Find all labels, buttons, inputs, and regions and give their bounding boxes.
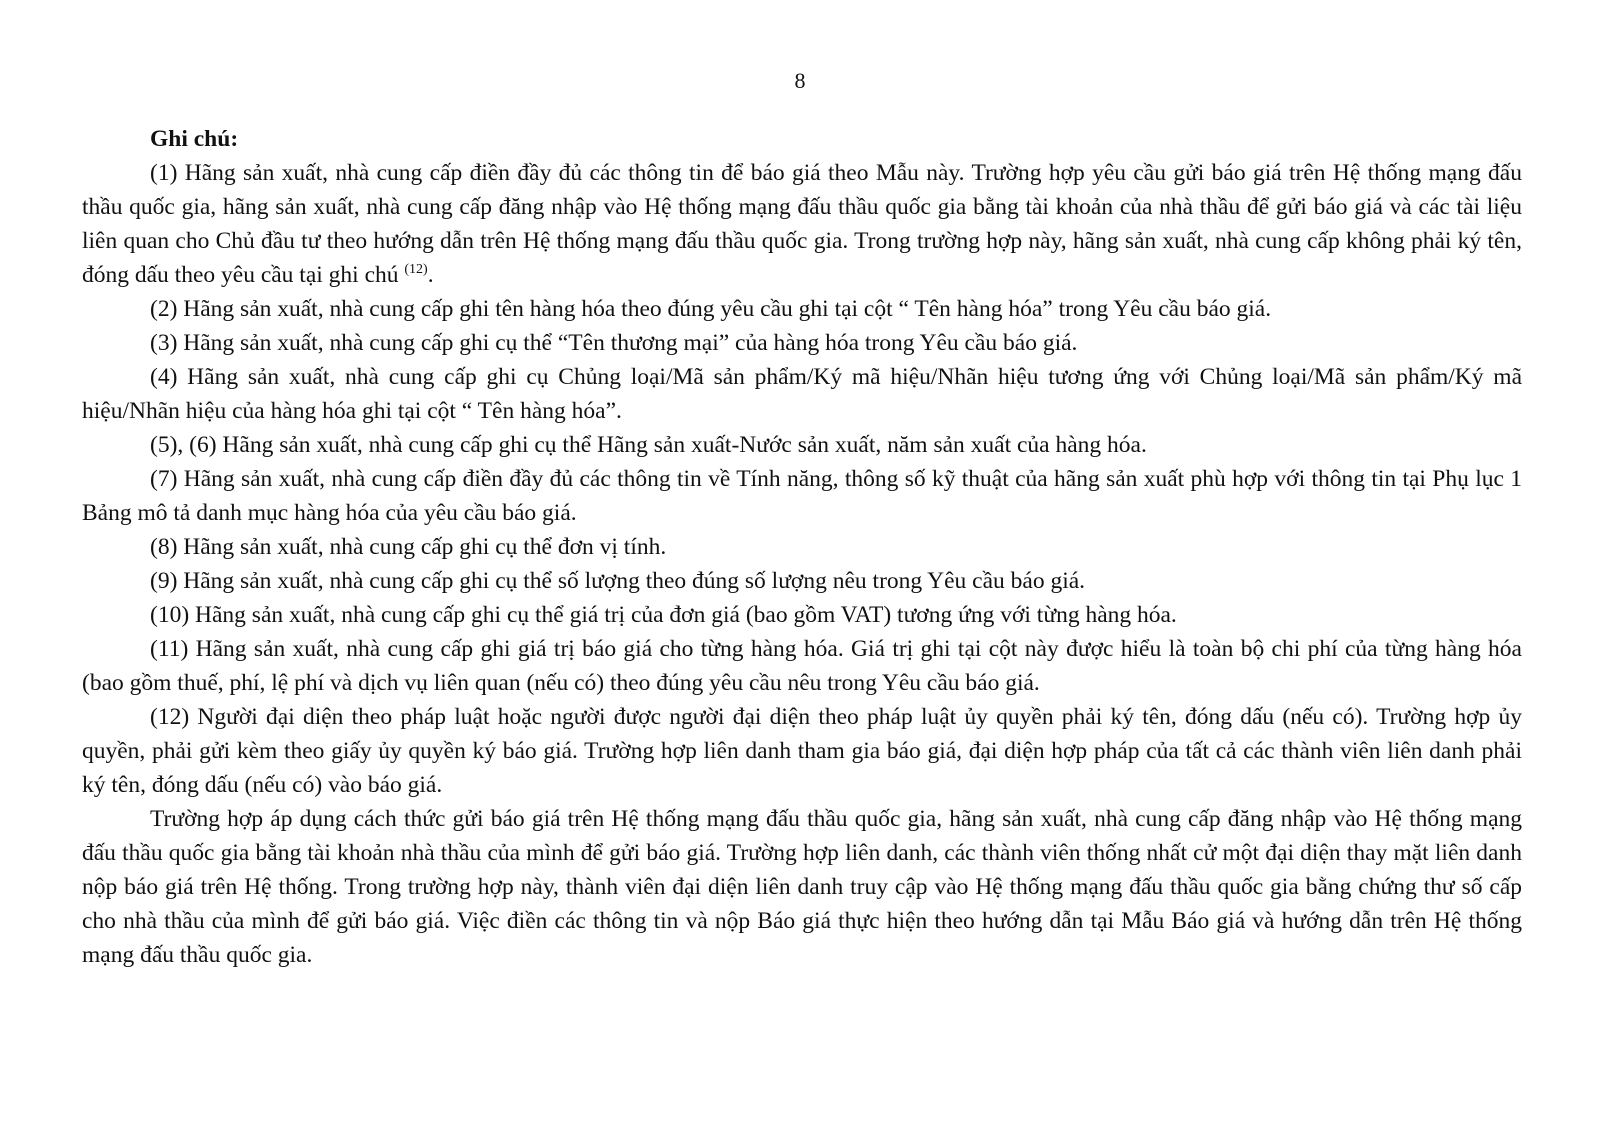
note-1-superscript: (12) xyxy=(404,262,428,278)
note-4: (4) Hãng sản xuất, nhà cung cấp ghi cụ Chủng loại/Mã sản phẩm/Ký mã hiệu/Nhãn hiệu tương ứng với Chủng loại/Mã sản phẩm/Ký mã hiệu/Nhãn hiệu của hàng hóa ghi tại cột “ Tên hàng hóa”. xyxy=(82,364,1522,424)
document-body xyxy=(82,122,1522,972)
note-10: (10) Hãng sản xuất, nhà cung cấp ghi cụ thể giá trị của đơn giá (bao gồm VAT) tương ứng với từng hàng hóa. xyxy=(150,602,1177,628)
note-1-tail: . xyxy=(427,262,434,288)
note-12: (12) Người đại diện theo pháp luật hoặc người được người đại diện theo pháp luật ủy quyền phải ký tên, đóng dấu (nếu có). Trường hợp ủy quyền, phải gửi kèm theo giấy ủy quyền ký báo giá. Trường hợp liên danh tham gia báo giá, đại diện hợp pháp của tất cả các thành viên liên danh phải ký tên, đóng dấu (nếu có) vào báo giá. xyxy=(82,704,1522,798)
note-2: (2) Hãng sản xuất, nhà cung cấp ghi tên hàng hóa theo đúng yêu cầu ghi tại cột “ Tên hàng hóa” trong Yêu cầu báo giá. xyxy=(150,296,1272,322)
note-5-6: (5), (6) Hãng sản xuất, nhà cung cấp ghi cụ thể Hãng sản xuất-Nước sản xuất, năm sản xuất của hàng hóa. xyxy=(150,432,1147,458)
note-9: (9) Hãng sản xuất, nhà cung cấp ghi cụ thể số lượng theo đúng số lượng nêu trong Yêu cầu báo giá. xyxy=(150,568,1086,594)
note-1 xyxy=(82,156,1522,292)
note-7: (7) Hãng sản xuất, nhà cung cấp điền đầy đủ các thông tin về Tính năng, thông số kỹ thuật của hãng sản xuất phù hợp với thông tin tại Phụ lục 1 Bảng mô tả danh mục hàng hóa của yêu cầu báo giá. xyxy=(82,466,1522,526)
closing-paragraph: Trường hợp áp dụng cách thức gửi báo giá trên Hệ thống mạng đấu thầu quốc gia, hãng sản xuất, nhà cung cấp đăng nhập vào Hệ thống mạng đấu thầu quốc gia bằng tài khoản nhà thầu của mình để gửi báo giá. Trường hợp liên danh, các thành viên thống nhất cử một đại diện thay mặt liên danh nộp báo giá trên Hệ thống. Trong trường hợp này, thành viên đại diện liên danh truy cập vào Hệ thống mạng đấu thầu quốc gia bằng chứng thư số cấp cho nhà thầu của mình để gửi báo giá. Việc điền các thông tin và nộp Báo giá thực hiện theo hướng dẫn tại Mẫu Báo giá và hướng dẫn trên Hệ thống mạng đấu thầu quốc gia. xyxy=(82,806,1522,968)
page-number: 8 xyxy=(794,68,806,93)
note-3: (3) Hãng sản xuất, nhà cung cấp ghi cụ thể “Tên thương mại” của hàng hóa trong Yêu cầu báo giá. xyxy=(150,330,1078,356)
note-11: (11) Hãng sản xuất, nhà cung cấp ghi giá trị báo giá cho từng hàng hóa. Giá trị ghi tại cột này được hiểu là toàn bộ chi phí của từng hàng hóa (bao gồm thuế, phí, lệ phí và dịch vụ liên quan (nếu có) theo đúng yêu cầu nêu trong Yêu cầu báo giá. xyxy=(82,636,1522,696)
notes-heading: Ghi chú: xyxy=(150,126,239,152)
note-1-text: (1) Hãng sản xuất, nhà cung cấp điền đầy đủ các thông tin để báo giá theo Mẫu này. Trường hợp yêu cầu gửi báo giá trên Hệ thống mạng đấu thầu quốc gia, hãng sản xuất, nhà cung cấp đăng nhập vào Hệ thống mạng đấu thầu quốc gia bằng tài khoản của nhà thầu để gửi báo giá và các tài liệu liên quan cho Chủ đầu tư theo hướng dẫn trên Hệ thống mạng đấu thầu quốc gia. Trong trường hợp này, hãng sản xuất, nhà cung cấp không phải ký tên, đóng dấu theo yêu cầu tại ghi chú xyxy=(82,160,1522,288)
note-8: (8) Hãng sản xuất, nhà cung cấp ghi cụ thể đơn vị tính. xyxy=(150,534,667,560)
